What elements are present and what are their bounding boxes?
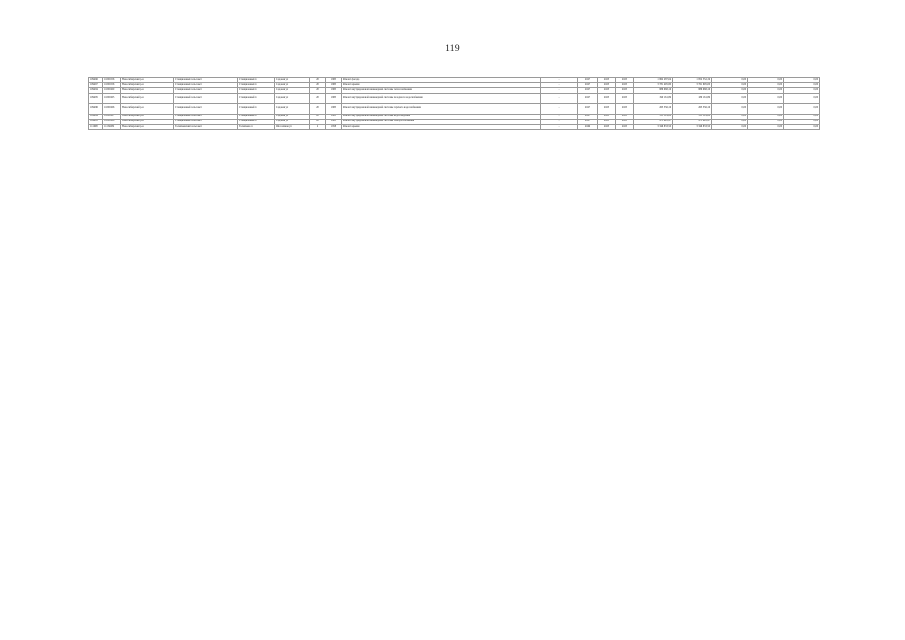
table-cell: 109485 bbox=[89, 93, 103, 103]
table-cell: 2025 bbox=[616, 88, 634, 93]
table-cell: 1985 bbox=[326, 83, 342, 88]
table-cell: Садовая ул bbox=[275, 93, 310, 103]
table-cell: 0,00 bbox=[712, 114, 748, 119]
table-cell: Садовая ул bbox=[275, 88, 310, 93]
table-row bbox=[89, 104, 820, 114]
table-cell: 20 bbox=[310, 114, 326, 119]
table-cell: 1985 bbox=[326, 78, 342, 83]
table-cell: Садовая ул bbox=[275, 78, 310, 83]
table-cell: 1 862 287,04 bbox=[634, 78, 673, 83]
table-cell: 1 852 552,19 bbox=[673, 78, 712, 83]
page-number: 119 bbox=[445, 44, 460, 54]
table-cell: Ремонт внутридомовой инженерной системы холодного водоснабжения bbox=[342, 93, 541, 103]
table-cell: 0,00 bbox=[712, 124, 748, 129]
table-cell: Толмачево п bbox=[238, 124, 275, 129]
table-cell: Станционный сельсовет bbox=[174, 78, 238, 83]
table-cell: Новосибирский р-н bbox=[121, 83, 174, 88]
table-cell: 886 968,16 bbox=[634, 88, 673, 93]
table-cell: 0,00 bbox=[784, 124, 820, 129]
table-cell: 111698 bbox=[89, 124, 103, 129]
table-cell: 109466 bbox=[89, 78, 103, 83]
table-cell: 20 bbox=[310, 83, 326, 88]
table-cell: 2047 bbox=[578, 114, 598, 119]
table-cell: Ремонт внутридомовой инженерной системы электроснабжения bbox=[342, 119, 541, 124]
table-cell: 2025 bbox=[616, 78, 634, 83]
table-cell: 0,00 bbox=[748, 119, 784, 124]
table-cell: Садовая ул bbox=[275, 83, 310, 88]
table-cell: 20 bbox=[310, 104, 326, 114]
table-cell: 11009167 bbox=[103, 114, 121, 119]
table-cell: 2047 bbox=[578, 119, 598, 124]
table-cell: Ремонт крыши bbox=[342, 124, 541, 129]
table-cell: - bbox=[541, 78, 578, 83]
table-cell: Садовая ул bbox=[275, 104, 310, 114]
table-cell: 11009166 bbox=[103, 104, 121, 114]
table-body bbox=[89, 78, 820, 130]
table-cell: Новосибирский р-н bbox=[121, 114, 174, 119]
table-cell: 475 422,47 bbox=[634, 119, 673, 124]
table-cell: 2025 bbox=[616, 114, 634, 119]
table-cell: 109495 bbox=[89, 119, 103, 124]
table-cell: 0,00 bbox=[712, 104, 748, 114]
table-cell: 1958 bbox=[326, 124, 342, 129]
table-cell: 0,00 bbox=[712, 119, 748, 124]
table-cell: 0,00 bbox=[748, 124, 784, 129]
table-cell: 109484 bbox=[89, 88, 103, 93]
table-cell: 11009160 bbox=[103, 88, 121, 93]
table-cell: Станционный сельсовет bbox=[174, 93, 238, 103]
table-cell: - bbox=[541, 119, 578, 124]
table-cell: Новосибирский р-н bbox=[121, 124, 174, 129]
table-cell: 0,00 bbox=[748, 83, 784, 88]
table-cell: 109494 bbox=[89, 114, 103, 119]
table-cell: 0,00 bbox=[784, 104, 820, 114]
table-cell: 1985 bbox=[326, 104, 342, 114]
table-cell: Новосибирский р-н bbox=[121, 78, 174, 83]
table-cell: 1985 bbox=[326, 114, 342, 119]
table-cell: 2023 bbox=[598, 88, 616, 93]
table-cell: Станционный сельсовет bbox=[174, 83, 238, 88]
table-cell: Станционный п bbox=[238, 83, 275, 88]
table-cell: 0,00 bbox=[748, 93, 784, 103]
table-cell: 2047 bbox=[578, 93, 598, 103]
table-cell: 263 356,16 bbox=[673, 104, 712, 114]
table-cell: 2047 bbox=[578, 88, 598, 93]
table-cell: 20 bbox=[310, 78, 326, 83]
table-cell: 0,00 bbox=[784, 88, 820, 93]
table-cell: 20 bbox=[310, 88, 326, 93]
table-cell: 0,00 bbox=[712, 88, 748, 93]
table-cell: 2023 bbox=[598, 124, 616, 129]
table-cell: Садовая ул bbox=[275, 114, 310, 119]
table-cell: Ремонт фасада bbox=[342, 78, 541, 83]
table-cell: Садовая ул bbox=[275, 119, 310, 124]
table-cell: 11009156 bbox=[103, 78, 121, 83]
table-cell: Станционный сельсовет bbox=[174, 119, 238, 124]
table-cell: - bbox=[541, 88, 578, 93]
table-cell: 11154082 bbox=[103, 124, 121, 129]
table-cell: 2047 bbox=[578, 104, 598, 114]
table-cell: Толмачевский сельсовет bbox=[174, 124, 238, 129]
table-cell: 109486 bbox=[89, 104, 103, 114]
table-cell: 886 968,16 bbox=[673, 88, 712, 93]
table-cell: Станционный п bbox=[238, 119, 275, 124]
table-cell: 315 319,82 bbox=[673, 114, 712, 119]
table-cell: Ремонт крыши bbox=[342, 83, 541, 88]
table-cell: 2 bbox=[310, 124, 326, 129]
table-cell: Станционный п bbox=[238, 114, 275, 119]
table-cell: 11009168 bbox=[103, 119, 121, 124]
table-cell: 2023 bbox=[598, 119, 616, 124]
table-cell: Станционный сельсовет bbox=[174, 114, 238, 119]
table-cell: 2025 bbox=[616, 93, 634, 103]
table-cell: - bbox=[541, 114, 578, 119]
table-cell: 0,00 bbox=[784, 114, 820, 119]
table-cell: 0,00 bbox=[784, 119, 820, 124]
table-cell: - bbox=[541, 83, 578, 88]
table-cell: Ремонт внутридомовой инженерной системы теплоснабжения bbox=[342, 88, 541, 93]
table-cell: 315 319,82 bbox=[634, 114, 673, 119]
table-cell: Новосибирский р-н bbox=[121, 88, 174, 93]
table-cell: 2049 bbox=[578, 124, 598, 129]
table-cell: 0,00 bbox=[748, 104, 784, 114]
table-cell: Ремонт внутридомовой инженерной системы водоотведения bbox=[342, 114, 541, 119]
table-cell: 0,00 bbox=[748, 78, 784, 83]
table-cell: Новосибирский р-н bbox=[121, 93, 174, 103]
table-cell: 2047 bbox=[578, 78, 598, 83]
table-cell: - bbox=[541, 93, 578, 103]
table-cell: 2023 bbox=[598, 78, 616, 83]
table-cell: 190 161,89 bbox=[634, 93, 673, 103]
table-cell: 0,00 bbox=[784, 83, 820, 88]
table-cell: Новосибирский р-н bbox=[121, 104, 174, 114]
table-cell: 3 761 695,00 bbox=[673, 83, 712, 88]
table-cell: 0,00 bbox=[712, 78, 748, 83]
table-cell: 2047 bbox=[578, 83, 598, 88]
table-cell: 0,00 bbox=[784, 78, 820, 83]
table-cell: Ремонт внутридомовой инженерной системы горячего водоснабжения bbox=[342, 104, 541, 114]
table-cell: 109467 bbox=[89, 83, 103, 88]
table-cell: - bbox=[541, 124, 578, 129]
table-cell: Станционный п bbox=[238, 104, 275, 114]
table-cell: 2023 bbox=[598, 114, 616, 119]
table-row bbox=[89, 93, 820, 103]
table-cell: 189 161,89 bbox=[673, 93, 712, 103]
table-cell: 1985 bbox=[326, 119, 342, 124]
table-cell: Станционный сельсовет bbox=[174, 88, 238, 93]
table-cell: 2025 bbox=[616, 119, 634, 124]
table-cell: 2025 bbox=[616, 83, 634, 88]
table-cell: 2025 bbox=[616, 124, 634, 129]
table-cell: 0,00 bbox=[712, 93, 748, 103]
table-cell: 20 bbox=[310, 119, 326, 124]
table-cell: 0,00 bbox=[784, 93, 820, 103]
table-cell: Станционный п bbox=[238, 93, 275, 103]
table-cell: - bbox=[541, 104, 578, 114]
table-cell: 2023 bbox=[598, 93, 616, 103]
table-cell: 11009156 bbox=[103, 83, 121, 88]
table-cell: 2025 bbox=[616, 104, 634, 114]
table-cell: 3 346 833,50 bbox=[634, 124, 673, 129]
table-cell: 11009165 bbox=[103, 93, 121, 103]
table-row bbox=[89, 124, 820, 129]
table-cell: 20 bbox=[310, 93, 326, 103]
table-cell: 0,00 bbox=[712, 83, 748, 88]
table-cell: 1985 bbox=[326, 88, 342, 93]
table-cell: 1985 bbox=[326, 93, 342, 103]
data-table bbox=[88, 77, 820, 130]
table-cell: Станционный сельсовет bbox=[174, 104, 238, 114]
table-cell: 475 422,47 bbox=[673, 119, 712, 124]
table-cell: Новосибирский р-н bbox=[121, 119, 174, 124]
table-cell: Станционный п bbox=[238, 88, 275, 93]
table-cell: Шоссейная ул bbox=[275, 124, 310, 129]
table-cell: 263 356,16 bbox=[634, 104, 673, 114]
table-cell: 2023 bbox=[598, 83, 616, 88]
table-cell: 0,00 bbox=[748, 88, 784, 93]
table-cell: 3 781 495,80 bbox=[634, 83, 673, 88]
table-cell: 0,00 bbox=[748, 114, 784, 119]
table-cell: 3 346 833,50 bbox=[673, 124, 712, 129]
table-cell: 2023 bbox=[598, 104, 616, 114]
table-cell: Станционный п bbox=[238, 78, 275, 83]
